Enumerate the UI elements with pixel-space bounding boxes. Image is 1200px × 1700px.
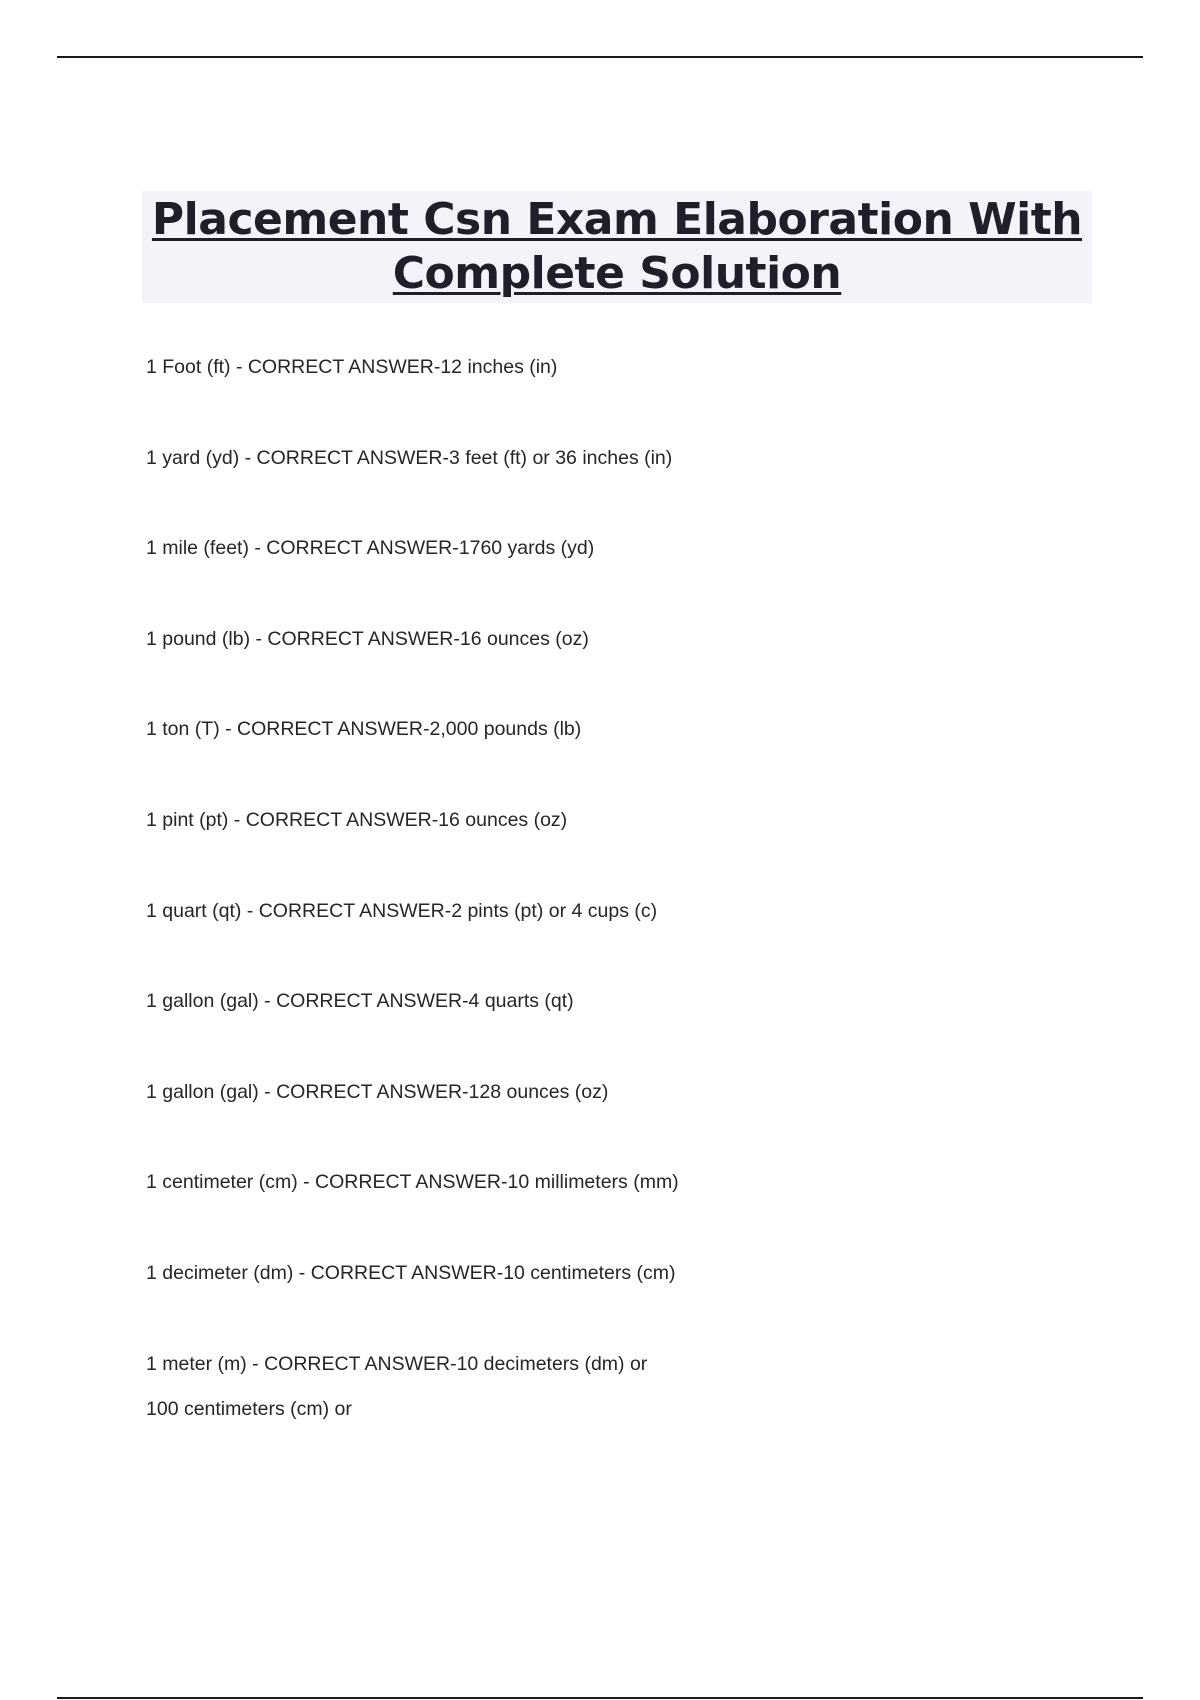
qa-item: 1 ton (T) - CORRECT ANSWER-2,000 pounds (lb) — [146, 718, 582, 741]
qa-item: 1 mile (feet) - CORRECT ANSWER-1760 yards (yd) — [146, 537, 595, 560]
qa-item-line: 100 centimeters (cm) or — [146, 1397, 352, 1420]
qa-item-last — [146, 1342, 1046, 1432]
qa-item: 1 pound (lb) - CORRECT ANSWER-16 ounces (oz) — [146, 627, 589, 650]
qa-item: 1 decimeter (dm) - CORRECT ANSWER-10 centimeters (cm) — [146, 1261, 676, 1284]
document-title: Placement Csn Exam Elaboration With Complete Solution — [151, 194, 1083, 299]
qa-item: 1 centimeter (cm) - CORRECT ANSWER-10 millimeters (mm) — [146, 1171, 679, 1194]
qa-item: 1 yard (yd) - CORRECT ANSWER-3 feet (ft) or 36 inches (in) — [146, 446, 673, 469]
qa-item-line: 1 meter (m) - CORRECT ANSWER-10 decimeters (dm) or — [146, 1352, 648, 1375]
qa-item: 1 quart (qt) - CORRECT ANSWER-2 pints (pt) or 4 cups (c) — [146, 899, 658, 922]
bottom-rule — [57, 1697, 1143, 1699]
qa-item: 1 Foot (ft) - CORRECT ANSWER-12 inches (in) — [146, 356, 558, 378]
qa-item: 1 pint (pt) - CORRECT ANSWER-16 ounces (oz) — [146, 808, 568, 831]
qa-list — [146, 345, 1046, 1432]
qa-item: 1 gallon (gal) - CORRECT ANSWER-4 quarts (qt) — [146, 990, 574, 1013]
title-banner — [142, 191, 1092, 303]
qa-item: 1 gallon (gal) - CORRECT ANSWER-128 ounces (oz) — [146, 1080, 609, 1103]
top-rule — [57, 56, 1143, 58]
